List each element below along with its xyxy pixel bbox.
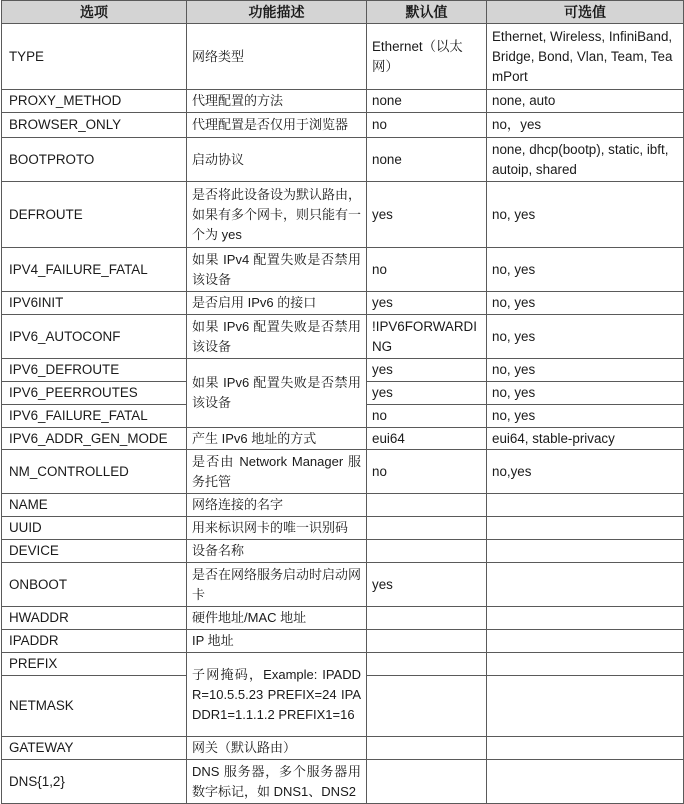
table-row xyxy=(2,737,684,760)
table-row xyxy=(2,90,684,113)
table-row xyxy=(2,113,684,138)
values-cell: eui64, stable-privacy xyxy=(487,428,684,450)
values-cell: no, yes xyxy=(487,292,684,315)
default-cell xyxy=(367,653,487,676)
default-cell xyxy=(367,607,487,630)
table-row xyxy=(2,540,684,563)
option-cell: HWADDR xyxy=(2,607,187,630)
values-cell: no, yes xyxy=(487,382,684,405)
values-cell xyxy=(487,540,684,563)
description-cell: 代理配置的方法 xyxy=(187,90,367,113)
description-cell: 网络连接的名字 xyxy=(187,494,367,517)
option-cell: IPV6_ADDR_GEN_MODE xyxy=(2,428,187,450)
description-cell: 网络类型 xyxy=(187,24,367,90)
description-cell: 是否由 Network Manager 服务托管 xyxy=(187,450,367,494)
description-cell: DNS 服务器，多个服务器用数字标记，如 DNS1、DNS2 xyxy=(187,760,367,804)
option-cell: IPV6_AUTOCONF xyxy=(2,315,187,359)
option-cell: NM_CONTROLLED xyxy=(2,450,187,494)
table-row xyxy=(2,630,684,653)
header-description: 功能描述 xyxy=(187,1,367,24)
description-cell: 用来标识网卡的唯一识别码 xyxy=(187,517,367,540)
values-cell: no, yes xyxy=(487,182,684,248)
values-cell xyxy=(487,653,684,676)
table-row xyxy=(2,292,684,315)
table-row xyxy=(2,315,684,359)
default-cell: no xyxy=(367,113,487,138)
table-row xyxy=(2,494,684,517)
option-cell: GATEWAY xyxy=(2,737,187,760)
default-cell xyxy=(367,540,487,563)
option-cell: BOOTPROTO xyxy=(2,138,187,182)
default-cell: Ethernet（以太网） xyxy=(367,24,487,90)
option-cell: BROWSER_ONLY xyxy=(2,113,187,138)
table-row xyxy=(2,653,684,676)
default-cell: none xyxy=(367,138,487,182)
default-cell: no xyxy=(367,405,487,428)
description-cell: 是否在网络服务启动时启动网卡 xyxy=(187,563,367,607)
values-cell xyxy=(487,737,684,760)
network-config-options-table xyxy=(1,0,684,804)
values-cell: no, yes xyxy=(487,315,684,359)
option-cell: IPV6_FAILURE_FATAL xyxy=(2,405,187,428)
table-row xyxy=(2,138,684,182)
description-cell: 如果 IPv4 配置失败是否禁用该设备 xyxy=(187,248,367,292)
default-cell: no xyxy=(367,248,487,292)
default-cell: !IPV6FORWARDING xyxy=(367,315,487,359)
default-cell xyxy=(367,517,487,540)
header-option: 选项 xyxy=(2,1,187,24)
description-cell: 代理配置是否仅用于浏览器 xyxy=(187,113,367,138)
option-cell: DNS{1,2} xyxy=(2,760,187,804)
table-row xyxy=(2,563,684,607)
values-cell: no,yes xyxy=(487,450,684,494)
table-row xyxy=(2,24,684,90)
option-cell: ONBOOT xyxy=(2,563,187,607)
option-cell: TYPE xyxy=(2,24,187,90)
option-cell: DEVICE xyxy=(2,540,187,563)
table-row xyxy=(2,760,684,804)
values-cell xyxy=(487,607,684,630)
values-cell: no, yes xyxy=(487,248,684,292)
default-cell xyxy=(367,676,487,737)
option-cell: PROXY_METHOD xyxy=(2,90,187,113)
header-values: 可选值 xyxy=(487,1,684,24)
table-row xyxy=(2,359,684,382)
default-cell: none xyxy=(367,90,487,113)
description-cell: 产生 IPv6 地址的方式 xyxy=(187,428,367,450)
option-cell: IPADDR xyxy=(2,630,187,653)
table-row xyxy=(2,607,684,630)
values-cell xyxy=(487,563,684,607)
default-cell xyxy=(367,630,487,653)
option-cell: NETMASK xyxy=(2,676,187,737)
option-cell: UUID xyxy=(2,517,187,540)
description-cell: 子网掩码，Example: IPADDR=10.5.5.23 PREFIX=24 IPADDR1=1.1.1.2 PREFIX1=16 xyxy=(187,653,367,737)
description-cell: 如果 IPv6 配置失败是否禁用该设备 xyxy=(187,315,367,359)
table-row xyxy=(2,428,684,450)
table-row xyxy=(2,248,684,292)
values-cell xyxy=(487,517,684,540)
values-cell: no，yes xyxy=(487,113,684,138)
default-cell: yes xyxy=(367,563,487,607)
table-row xyxy=(2,182,684,248)
description-cell: 启动协议 xyxy=(187,138,367,182)
description-cell: 如果 IPv6 配置失败是否禁用该设备 xyxy=(187,359,367,428)
description-cell: 是否启用 IPv6 的接口 xyxy=(187,292,367,315)
option-cell: IPV4_FAILURE_FATAL xyxy=(2,248,187,292)
option-cell: IPV6_PEERROUTES xyxy=(2,382,187,405)
default-cell: eui64 xyxy=(367,428,487,450)
option-cell: IPV6_DEFROUTE xyxy=(2,359,187,382)
values-cell xyxy=(487,760,684,804)
default-cell: no xyxy=(367,450,487,494)
option-cell: PREFIX xyxy=(2,653,187,676)
values-cell xyxy=(487,494,684,517)
table-row xyxy=(2,517,684,540)
default-cell xyxy=(367,737,487,760)
values-cell: no, yes xyxy=(487,405,684,428)
description-cell: 设备名称 xyxy=(187,540,367,563)
header-default: 默认值 xyxy=(367,1,487,24)
default-cell: yes xyxy=(367,292,487,315)
default-cell: yes xyxy=(367,182,487,248)
values-cell: none, dhcp(bootp), static, ibft, autoip, shared xyxy=(487,138,684,182)
default-cell: yes xyxy=(367,382,487,405)
table-row xyxy=(2,450,684,494)
description-cell: IP 地址 xyxy=(187,630,367,653)
default-cell: yes xyxy=(367,359,487,382)
values-cell xyxy=(487,676,684,737)
values-cell: none, auto xyxy=(487,90,684,113)
description-cell: 是否将此设备设为默认路由，如果有多个网卡，则只能有一个为 yes xyxy=(187,182,367,248)
option-cell: IPV6INIT xyxy=(2,292,187,315)
table-header-row xyxy=(2,1,684,24)
description-cell: 网关（默认路由） xyxy=(187,737,367,760)
values-cell xyxy=(487,630,684,653)
description-cell: 硬件地址/MAC 地址 xyxy=(187,607,367,630)
values-cell: no, yes xyxy=(487,359,684,382)
default-cell xyxy=(367,760,487,804)
default-cell xyxy=(367,494,487,517)
values-cell: Ethernet, Wireless, InfiniBand, Bridge, Bond, Vlan, Team, TeamPort xyxy=(487,24,684,90)
option-cell: DEFROUTE xyxy=(2,182,187,248)
option-cell: NAME xyxy=(2,494,187,517)
